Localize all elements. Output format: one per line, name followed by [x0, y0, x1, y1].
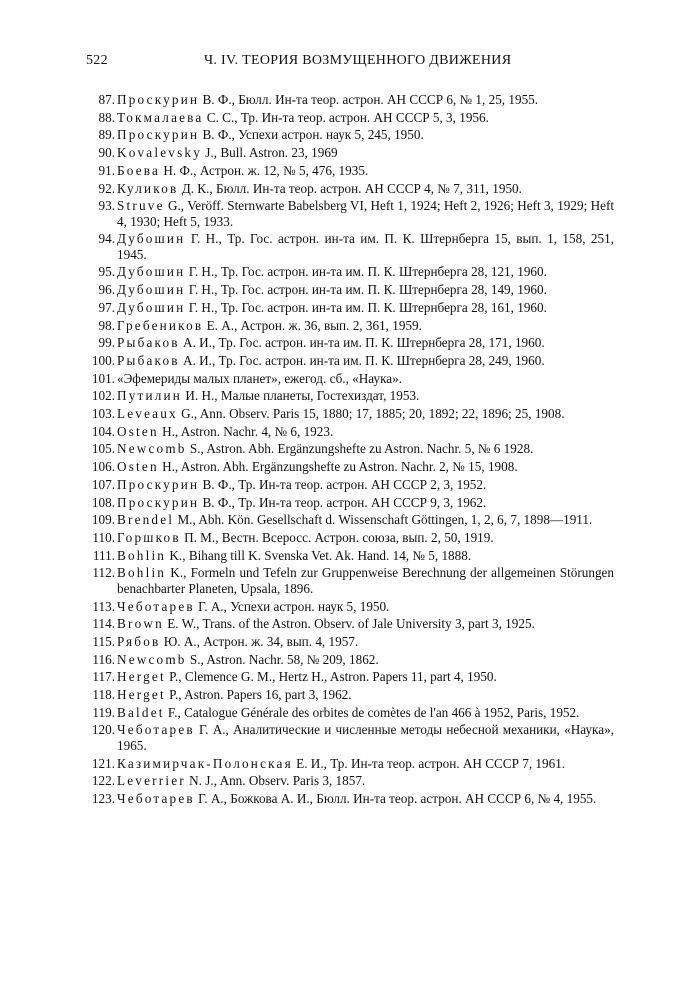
reference-item: [86, 424, 614, 439]
reference-text: Г. А., Божкова А. И., Бюлл. Ин-та теор. астрон. АН СССР 6, № 4, 1955.: [198, 790, 597, 806]
reference-number: 91.: [98, 162, 115, 178]
reference-item: [86, 791, 614, 806]
reference-item: [86, 705, 614, 720]
reference-number: 93.: [98, 198, 115, 214]
reference-text: S., Astron. Nachr. 58, № 209, 1862.: [189, 651, 379, 667]
reference-number: 107.: [91, 476, 115, 492]
reference-text: J., Bull. Astron. 23, 1969: [205, 145, 338, 161]
reference-number: 123.: [91, 790, 115, 806]
reference-number: 103.: [91, 406, 115, 422]
reference-text: Г. Н., Тр. Гос. астрон. ин-та им. П. К. Штернберга 15, вып. 1, 158, 251, 1945.: [117, 231, 615, 262]
reference-author: Osten: [117, 459, 159, 475]
reference-number: 120.: [91, 722, 115, 738]
reference-text: В. Ф., Тр. Ин-та теор. астрон. АН СССР 2, 3, 1952.: [202, 476, 487, 492]
running-title: Ч. IV. ТЕОРИЯ ВОЗМУЩЕННОГО ДВИЖЕНИЯ: [204, 53, 512, 68]
reference-item: [86, 318, 614, 333]
reference-number: 88.: [98, 109, 115, 125]
reference-text: В. Ф., Успехи астрон. наук 5, 245, 1950.: [202, 127, 424, 143]
reference-item: [86, 599, 614, 614]
reference-author: Чеботарев: [117, 790, 195, 806]
reference-author: Казимирчак-Полонская: [117, 755, 293, 771]
reference-number: 99.: [98, 335, 115, 351]
reference-item: [86, 300, 614, 315]
reference-text: Г. А., Успехи астрон. наук 5, 1950.: [198, 598, 390, 614]
reference-item: [86, 388, 614, 403]
reference-number: 115.: [92, 633, 115, 649]
reference-text: K., Bihang till K. Svenska Vet. Ak. Hand. 14, № 5, 1888.: [169, 547, 472, 563]
reference-text: Е. А., Астрон. ж. 36, вып. 2, 361, 1959.: [206, 317, 422, 333]
reference-text: H., Astron. Abh. Ergänzungshefte zu Astron. Nachr. 2, № 15, 1908.: [162, 459, 518, 475]
reference-text: Ю. А., Астрон. ж. 34, вып. 4, 1957.: [163, 633, 359, 649]
reference-item: [86, 406, 614, 421]
reference-author: Дубошин: [117, 264, 186, 280]
reference-author: Дубошин: [117, 231, 186, 247]
reference-author: Чеботарев: [117, 598, 195, 614]
reference-text: M., Abh. Kön. Gesellschaft d. Wissenschaft Göttingen, 1, 2, 6, 7, 1898—1911.: [177, 512, 593, 528]
reference-item: [86, 110, 614, 125]
reference-text: А. И., Тр. Гос. астрон. ин-та им. П. К. Штернберга 28, 171, 1960.: [183, 335, 545, 351]
reference-item: [86, 669, 614, 684]
reference-author: Osten: [117, 423, 159, 439]
reference-item: [86, 512, 614, 527]
reference-text: H., Astron. Nachr. 4, № 6, 1923.: [162, 423, 334, 439]
reference-number: 110.: [92, 529, 115, 545]
reference-author: Дубошин: [117, 299, 186, 315]
page-number: 522: [86, 53, 108, 68]
reference-text: G., Veröff. Sternwarte Babelsberg VI, Heft 1, 1924; Heft 2, 1926; Heft 3, 1929; Heft 4, 1930; Heft 5, 1933.: [117, 198, 614, 229]
reference-list: [86, 92, 614, 809]
reference-number: 119.: [92, 704, 115, 720]
reference-author: Kovalevsky: [117, 145, 202, 161]
reference-text: Г. Н., Тр. Гос. астрон. ин-та им. П. К. Штернберга 28, 161, 1960.: [188, 299, 547, 315]
reference-author: Токмалаева: [117, 109, 204, 125]
reference-number: 112.: [92, 565, 115, 581]
reference-number: 102.: [91, 388, 115, 404]
reference-text: И. Н., Малые планеты, Гостехиздат, 1953.: [185, 388, 420, 404]
reference-item: [86, 652, 614, 667]
reference-author: Путилин: [117, 388, 183, 404]
reference-item: [86, 353, 614, 368]
reference-author: Baldet: [117, 704, 165, 720]
reference-number: 111.: [92, 547, 115, 563]
reference-item: [86, 371, 614, 386]
reference-item: [86, 477, 614, 492]
reference-item: [86, 548, 614, 563]
reference-text: P., Clemence G. M., Hertz H., Astron. Papers 11, part 4, 1950.: [169, 669, 497, 685]
reference-author: Leverrier: [117, 773, 186, 789]
reference-text: Е. И., Тр. Ин-та теор. астрон. АН СССР 7, 1961.: [296, 755, 566, 771]
reference-item: [86, 530, 614, 545]
reference-text: Г. Н., Тр. Гос. астрон. ин-та им. П. К. Штернберга 28, 149, 1960.: [188, 282, 547, 298]
reference-number: 122.: [91, 773, 115, 789]
reference-author: Brendel: [117, 512, 175, 528]
reference-author: Struve: [117, 198, 165, 214]
reference-item: [86, 565, 614, 596]
reference-text: K., Formeln und Tefeln zur Gruppenweise Berechnung der allgemeinen Störungen benachbarter Planeten, Upsala, 1896.: [117, 565, 614, 596]
reference-number: 109.: [91, 512, 115, 528]
reference-item: [86, 495, 614, 510]
reference-item: [86, 145, 614, 160]
reference-author: Рябов: [117, 633, 161, 649]
reference-author: Чеботарев: [117, 722, 195, 738]
reference-author: Куликов: [117, 180, 179, 196]
reference-text: F., Catalogue Générale des orbites de comètes de l'an 466 à 1952, Paris, 1952.: [167, 704, 580, 720]
reference-number: 97.: [98, 299, 115, 315]
reference-author: Проскурин: [117, 476, 200, 492]
reference-text: S., Astron. Abh. Ergänzungshefte zu Astron. Nachr. 5, № 6 1928.: [189, 441, 534, 457]
reference-number: 116.: [92, 651, 115, 667]
reference-author: Проскурин: [117, 494, 200, 510]
reference-text: Г. А., Аналитические и численные методы небесной механики, «Наука», 1965.: [117, 722, 615, 753]
reference-text: N. J., Ann. Observ. Paris 3, 1857.: [189, 773, 366, 789]
reference-number: 96.: [98, 282, 115, 298]
reference-number: 105.: [91, 441, 115, 457]
reference-author: Боева: [117, 162, 161, 178]
reference-number: 108.: [91, 494, 115, 510]
reference-item: [86, 163, 614, 178]
reference-number: 104.: [91, 423, 115, 439]
reference-author: Brown: [117, 616, 164, 632]
reference-text: P., Astron. Papers 16, part 3, 1962.: [169, 687, 352, 703]
reference-number: 100.: [91, 352, 115, 368]
reference-text: А. И., Тр. Гос. астрон. ин-та им. П. К. Штернберга 28, 249, 1960.: [183, 352, 545, 368]
reference-item: [86, 441, 614, 456]
reference-item: [86, 231, 614, 262]
reference-item: [86, 756, 614, 771]
reference-item: [86, 634, 614, 649]
reference-number: 90.: [98, 145, 115, 161]
reference-author: Leveaux: [117, 406, 178, 422]
reference-item: [86, 198, 614, 229]
reference-item: [86, 181, 614, 196]
reference-text: В. Ф., Бюлл. Ин-та теор. астрон. АН СССР 6, № 1, 25, 1955.: [202, 92, 539, 107]
reference-text: С. С., Тр. Ин-та теор. астрон. АН СССР 5, 3, 1956.: [206, 109, 489, 125]
reference-author: Рыбаков: [117, 335, 180, 351]
reference-item: [86, 264, 614, 279]
reference-number: 95.: [98, 264, 115, 280]
reference-number: 89.: [98, 127, 115, 143]
reference-number: 121.: [91, 755, 115, 771]
reference-item: [86, 127, 614, 142]
reference-author: Проскурин: [117, 92, 200, 107]
page-header: [86, 53, 614, 73]
reference-author: Проскурин: [117, 127, 200, 143]
reference-author: Herget: [117, 669, 166, 685]
reference-item: [86, 616, 614, 631]
reference-number: 117.: [92, 669, 115, 685]
reference-text: Д. К., Бюлл. Ин-та теор. астрон. АН СССР 4, № 7, 311, 1950.: [181, 180, 522, 196]
reference-text: E. W., Trans. of the Astron. Observ. of Jale University 3, part 3, 1925.: [167, 616, 535, 632]
reference-author: Bohlin: [117, 565, 167, 581]
reference-number: 118.: [92, 687, 115, 703]
reference-author: Newcomb: [117, 651, 187, 667]
reference-text: «Эфемериды малых планет», ежегод. сб., «Наука».: [117, 370, 403, 386]
reference-text: Н. Ф., Астрон. ж. 12, № 5, 476, 1935.: [163, 162, 369, 178]
reference-author: Горшков: [117, 529, 181, 545]
reference-number: 98.: [98, 317, 115, 333]
reference-text: В. Ф., Тр. Ин-та теор. астрон. АН СССР 9, 3, 1962.: [202, 494, 487, 510]
reference-item: [86, 459, 614, 474]
reference-number: 106.: [91, 459, 115, 475]
reference-number: 87.: [98, 92, 115, 107]
reference-text: Г. Н., Тр. Гос. астрон. ин-та им. П. К. Штернберга 28, 121, 1960.: [188, 264, 547, 280]
reference-author: Newcomb: [117, 441, 187, 457]
reference-item: [86, 282, 614, 297]
reference-item: [86, 722, 614, 753]
reference-item: [86, 92, 614, 107]
reference-author: Herget: [117, 687, 166, 703]
reference-author: Рыбаков: [117, 352, 180, 368]
reference-number: 113.: [92, 598, 115, 614]
reference-number: 92.: [98, 180, 115, 196]
reference-author: Bohlin: [117, 547, 167, 563]
reference-author: Дубошин: [117, 282, 186, 298]
reference-number: 101.: [91, 370, 115, 386]
reference-number: 114.: [92, 616, 115, 632]
reference-author: Гребеников: [117, 317, 204, 333]
reference-item: [86, 687, 614, 702]
reference-text: П. М., Вестн. Всеросс. Астрон. союза, вып. 2, 50, 1919.: [184, 529, 494, 545]
reference-item: [86, 335, 614, 350]
reference-text: G., Ann. Observ. Paris 15, 1880; 17, 1885; 20, 1892; 22, 1896; 25, 1908.: [181, 406, 565, 422]
reference-item: [86, 773, 614, 788]
reference-number: 94.: [98, 231, 115, 247]
